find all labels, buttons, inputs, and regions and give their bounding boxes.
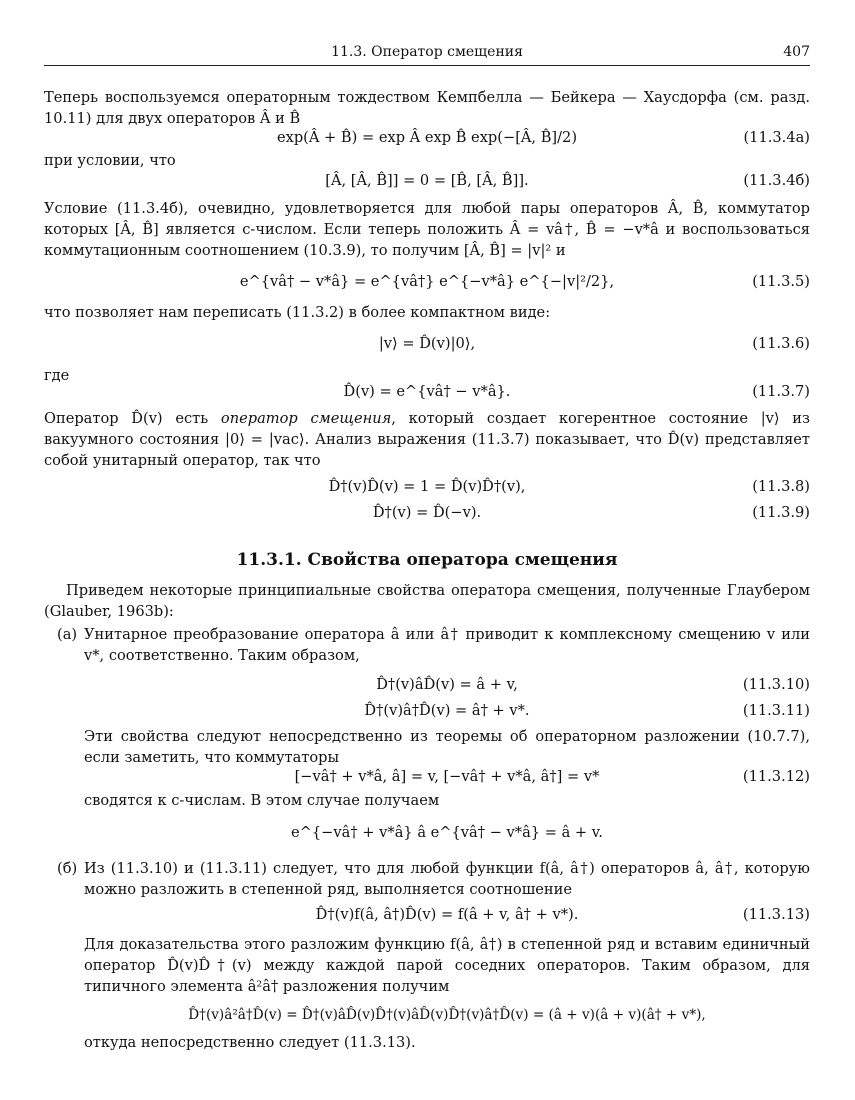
equation-11-3-4a bbox=[44, 127, 810, 149]
equation-body: D̂†(v)â²â†D̂(v) = D̂†(v)âD̂(v)D̂†(v)âD̂(v)D̂†(v)â†D̂(v) = (â + v)(â + v)(â† + v*), bbox=[188, 1007, 706, 1023]
document-page bbox=[44, 0, 810, 1100]
equation-body: [Â, [Â, B̂]] = 0 = [B̂, [Â, B̂]]. bbox=[325, 172, 529, 189]
equation-11-3-11 bbox=[44, 700, 810, 722]
equation-body: D̂(v) = e^{vâ† − v*â}. bbox=[343, 383, 511, 400]
equation-11-3-7 bbox=[44, 381, 810, 403]
paragraph-displacement-operator bbox=[44, 408, 810, 471]
paragraph-c-numbers-result: сводятся к c-числам. В этом случае получаем bbox=[84, 792, 440, 809]
paragraph-c-number: Условие (11.3.4б), очевидно, удовлетворяется для любой пары операторов Â, B̂, коммутатор которых [Â, B̂] является c-числом. Если теперь положить Â = vâ†, B̂ = −v*â и воспользоваться коммутационным соотношением (10.3.9), то получим [Â, B̂] = |v|² и bbox=[44, 200, 810, 259]
paragraph-glauber-intro: Приведем некоторые принципиальные свойства оператора смещения, полученные Глаубером (Glauber, 1963b): bbox=[44, 582, 810, 620]
list-label-b: (б) bbox=[57, 860, 78, 877]
paragraph-where: где bbox=[44, 367, 70, 384]
equation-number: (11.3.4a) bbox=[743, 129, 810, 146]
equation-number: (11.3.13) bbox=[742, 906, 810, 923]
emphasized-term: оператор смещения bbox=[220, 410, 392, 427]
equation-body: D̂†(v)D̂(v) = 1 = D̂(v)D̂†(v), bbox=[328, 478, 526, 495]
equation-body: |v⟩ = D̂(v)|0⟩, bbox=[378, 335, 476, 352]
equation-number: (11.3.11) bbox=[742, 702, 810, 719]
equation-number: (11.3.6) bbox=[752, 335, 810, 352]
equation-body: [−vâ† + v*â, â] = v, [−vâ† + v*â, â†] = v* bbox=[294, 768, 600, 785]
equation-number: (11.3.7) bbox=[752, 383, 810, 400]
equation-11-3-13 bbox=[44, 904, 810, 926]
equation-11-3-6 bbox=[44, 333, 810, 355]
equation-number: (11.3.5) bbox=[752, 273, 810, 290]
header-rule bbox=[44, 65, 810, 66]
equation-unnumbered-expansion bbox=[44, 1005, 810, 1027]
paragraph-condition: при условии, что bbox=[44, 152, 176, 169]
equation-body: e^{vâ† − v*â} = e^{vâ†} e^{−v*â} e^{−|v|²/2}, bbox=[239, 273, 615, 290]
equation-11-3-8 bbox=[44, 476, 810, 498]
running-header bbox=[44, 42, 810, 62]
equation-11-3-4b bbox=[44, 170, 810, 192]
page-number: 407 bbox=[783, 44, 810, 60]
equation-body: exp(Â + B̂) = exp Â exp B̂ exp(−[Â, B̂]/2) bbox=[276, 129, 578, 146]
list-item-b: Из (11.3.10) и (11.3.11) следует, что для любой функции f(â, â†) операторов â, â†, которую можно разложить в степенной ряд, выполняется соотношение bbox=[84, 860, 810, 898]
equation-number: (11.3.10) bbox=[742, 676, 810, 693]
equation-body: D̂†(v)f(â, â†)D̂(v) = f(â + v, â† + v*). bbox=[315, 906, 579, 923]
paragraph-cbh-intro: Теперь воспользуемся операторным тождеством Кемпбелла — Бейкера — Хаусдорфа (см. разд. 10.11) для двух операторов Â и B̂ bbox=[44, 89, 810, 127]
equation-11-3-5 bbox=[44, 271, 810, 293]
equation-body: D̂†(v) = D̂(−v). bbox=[372, 504, 482, 521]
paragraph-conclusion: откуда непосредственно следует (11.3.13). bbox=[84, 1034, 416, 1051]
equation-number: (11.3.12) bbox=[742, 768, 810, 785]
paragraph-commutators: Эти свойства следуют непосредственно из теоремы об операторном разложении (10.7.7), если заметить, что коммутаторы bbox=[84, 728, 810, 766]
equation-11-3-12 bbox=[44, 766, 810, 788]
equation-number: (11.3.9) bbox=[752, 504, 810, 521]
list-item-a: Унитарное преобразование оператора â или â† приводит к комплексному смещению v или v*, соответственно. Таким образом, bbox=[84, 626, 810, 664]
equation-11-3-10 bbox=[44, 674, 810, 696]
paragraph-proof: Для доказательства этого разложим функцию f(â, â†) в степенной ряд и вставим единичный оператор D̂(v)D̂†(v) между каждой парой соседних операторов. Таким образом, для типичного элемента â²â† разложения получим bbox=[84, 936, 810, 995]
section-heading: 11.3.1. Свойства оператора смещения bbox=[236, 550, 618, 570]
text-run: Оператор D̂(v) есть bbox=[44, 410, 221, 427]
equation-body: e^{−vâ† + v*â} â e^{vâ† − v*â} = â + v. bbox=[291, 824, 603, 841]
text-run: , который создает когерентное состояние |v⟩ из вакуумного состояния |0⟩ = |vac⟩. Анализ выражения (11.3.7) показывает, что D̂(v) представляет собой унитарный оператор, так что bbox=[44, 410, 810, 469]
equation-number: (11.3.4б) bbox=[743, 172, 810, 189]
equation-number: (11.3.8) bbox=[752, 478, 810, 495]
running-header-title: 11.3. Оператор смещения bbox=[331, 44, 523, 60]
equation-body: D̂†(v)â†D̂(v) = â† + v*. bbox=[364, 702, 530, 719]
equation-body: D̂†(v)âD̂(v) = â + v, bbox=[376, 676, 518, 693]
paragraph-compact: что позволяет нам переписать (11.3.2) в более компактном виде: bbox=[44, 304, 551, 321]
equation-unnumbered-shift bbox=[44, 822, 810, 844]
list-label-a: (а) bbox=[57, 626, 78, 643]
equation-11-3-9 bbox=[44, 502, 810, 524]
